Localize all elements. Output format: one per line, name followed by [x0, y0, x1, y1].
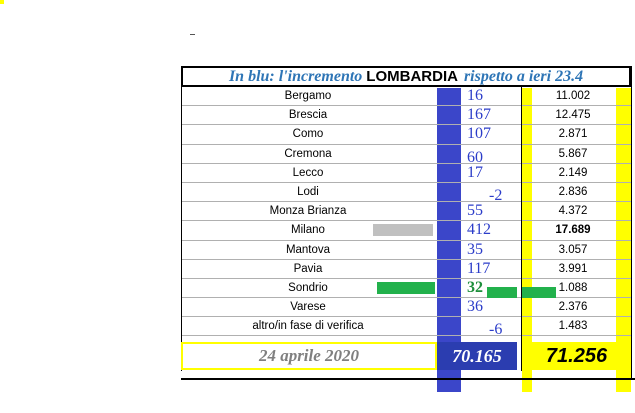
table-footer [181, 342, 631, 370]
increment-value: 36 [467, 298, 483, 316]
table-row [181, 125, 631, 144]
redaction-gray [373, 224, 433, 236]
table-body [181, 87, 631, 339]
total-value: 3.057 [558, 243, 588, 256]
table-row [181, 106, 631, 125]
table-row [181, 317, 631, 339]
header-prefix: In blu: l'incremento [228, 67, 363, 85]
table-header [181, 66, 631, 87]
increment-value: -6 [489, 321, 503, 339]
dash-mark [190, 34, 195, 35]
province-name: Como [292, 128, 324, 141]
sum-increment: 70.165 [437, 342, 517, 370]
increment-value: 35 [467, 240, 483, 258]
column-divider [631, 66, 632, 380]
table-row [181, 241, 631, 260]
total-value: 2.149 [558, 166, 588, 179]
table-row [181, 87, 631, 106]
total-value: 5.867 [558, 147, 588, 160]
table-bottom-border [181, 378, 635, 380]
province-name: Sondrio [288, 281, 328, 294]
increment-value: 412 [467, 221, 491, 239]
column-divider [521, 87, 522, 371]
province-name: Monza Brianza [269, 205, 347, 218]
redaction-green-total [522, 287, 556, 298]
redaction-green [377, 282, 435, 294]
table-row [181, 260, 631, 279]
increment-value: -2 [489, 187, 503, 205]
province-name: Milano [291, 224, 325, 237]
province-name: altro/in fase di verifica [252, 320, 364, 333]
report-date: 24 aprile 2020 [181, 342, 437, 370]
total-value: 1.483 [558, 320, 588, 333]
table-row [181, 279, 631, 298]
table-row [181, 298, 631, 317]
total-value: 12.475 [555, 109, 591, 122]
column-divider [181, 87, 182, 371]
province-name: Varese [290, 301, 326, 314]
table-row [181, 164, 631, 183]
province-name: Brescia [288, 109, 328, 122]
total-value: 2.836 [558, 186, 588, 199]
increment-value: 55 [467, 202, 483, 220]
increment-value: 17 [467, 163, 483, 181]
increment-value: 167 [467, 106, 491, 124]
covid-table [181, 66, 635, 413]
province-name: Pavia [293, 262, 323, 275]
table-row [181, 145, 631, 164]
province-name: Cremona [284, 147, 332, 160]
redaction-green-incr [487, 287, 517, 298]
corner-mark [0, 0, 4, 4]
table-row [181, 221, 631, 240]
increment-value: 117 [467, 259, 491, 277]
increment-value: 32 [467, 278, 483, 296]
increment-value: 16 [467, 87, 483, 105]
province-name: Mantova [285, 243, 331, 256]
header-suffix: rispetto a ieri 23.4 [463, 67, 584, 85]
total-value: 3.991 [558, 262, 588, 275]
total-value: 1.088 [558, 281, 588, 294]
total-value: 4.372 [558, 205, 588, 218]
increment-value: 60 [467, 148, 483, 166]
header-region: LOMBARDIA [366, 68, 458, 85]
increment-value: 107 [467, 125, 491, 143]
total-value: 2.871 [558, 128, 588, 141]
province-name: Lecco [292, 166, 324, 179]
total-value: 2.376 [558, 301, 588, 314]
province-name: Lodi [297, 186, 319, 199]
table-row [181, 202, 631, 221]
sum-total: 71.256 [522, 342, 631, 370]
total-value: 11.002 [555, 90, 591, 103]
total-value: 17.689 [555, 224, 591, 237]
table-row [181, 183, 631, 205]
province-name: Bergamo [284, 90, 332, 103]
